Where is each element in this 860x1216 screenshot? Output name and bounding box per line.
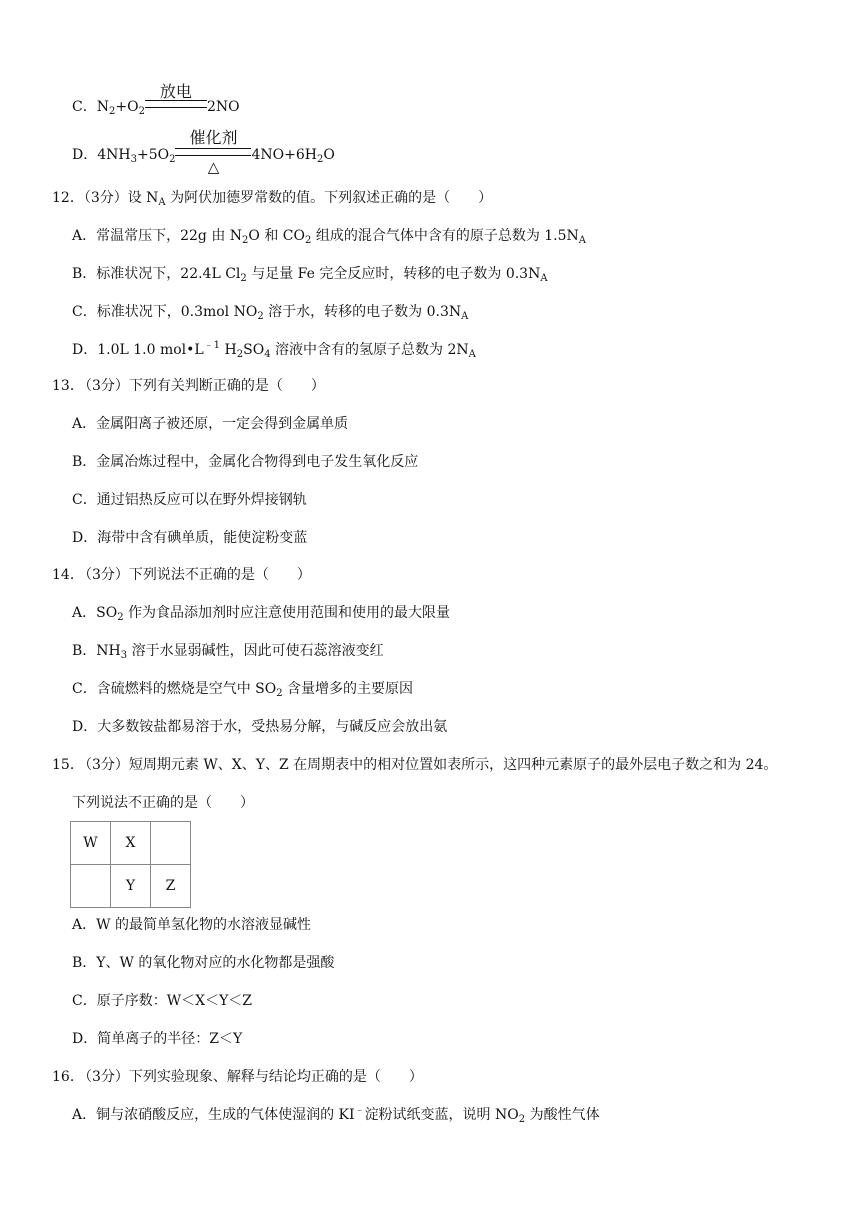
option-letter: D． <box>72 147 98 163</box>
q13-option-a: A．金属阳离子被还原，一定会得到金属单质 <box>72 416 349 432</box>
cell-empty <box>151 822 191 865</box>
cell-z: Z <box>151 865 191 908</box>
q15-option-a: A．W 的最简单氢化物的水溶液显碱性 <box>72 917 311 933</box>
question-13-text: （3分）下列有关判断正确的是（ ） <box>78 378 325 394</box>
heat-symbol: △ <box>207 158 220 176</box>
condition-label: 放电 <box>159 82 192 101</box>
q13-option-d: D．海带中含有碘单质，能使淀粉变蓝 <box>72 530 308 546</box>
q15-option-d: D．简单离子的半径：Z＜Y <box>72 1031 243 1047</box>
condition-label: 催化剂 <box>189 128 238 147</box>
q14-option-d: D．大多数铵盐都易溶于水，受热易分解，与碱反应会放出氨 <box>72 719 448 735</box>
q14-option-c: C．含硫燃料的燃烧是空气中 $SO_2$ 含量增多的主要原因 <box>72 681 414 699</box>
question-16-stem: 16． <box>52 1069 84 1085</box>
q16-option-a: A．铜与浓硝酸反应，生成的气体使湿润的 KI﹣淀粉试纸变蓝，说明 $NO_2$ 为酸性气体 <box>72 1105 600 1125</box>
q11-option-d: D．$4NH_3+5O_2$ 催化剂 △ $4NO+6H_2O$ <box>72 128 335 176</box>
cell-empty <box>71 865 111 908</box>
option-letter: C． <box>72 99 97 115</box>
periodic-table-fragment <box>70 821 191 908</box>
question-14-text: （3分）下列说法不正确的是（ ） <box>78 567 311 583</box>
question-15-text-cont: 下列说法不正确的是（ ） <box>72 795 254 811</box>
q13-option-c: C．通过铝热反应可以在野外焊接钢轨 <box>72 492 307 508</box>
q11-option-c: C．$N_2+O_2$ 放电 2NO <box>72 82 240 117</box>
cell-x: X <box>111 822 151 865</box>
q15-option-b: B．Y、W 的氧化物对应的水化物都是强酸 <box>72 955 335 971</box>
question-15-text: （3分）短周期元素 W、X、Y、Z 在周期表中的相对位置如表所示，这四种元素原子的最外层电子数之和为 24。 <box>78 757 778 773</box>
reaction-condition <box>145 82 207 117</box>
cell-y: Y <box>111 865 151 908</box>
q12-option-b: B．标准状况下，22.4L $Cl_2$ 与足量 Fe 完全反应时，转移的电子数为 $0.3N_A$ <box>72 266 548 284</box>
reaction-condition <box>175 128 251 176</box>
q14-option-a: A．$SO_2$ 作为食品添加剂时应注意使用范围和使用的最大限量 <box>72 605 451 623</box>
q15-option-c: C．原子序数：W＜X＜Y＜Z <box>72 993 253 1009</box>
q12-option-d: D．1.0L 1.0 $mol•L^{﹣1}$ $H_2SO_4$ 溶液中含有的氢原子总数为 $2N_A$ <box>72 340 476 360</box>
q12-option-c: C．标准状况下，0.3mol $NO_2$ 溶于水，转移的电子数为 $0.3N_A$ <box>72 304 469 322</box>
question-14-stem: 14． <box>52 567 84 583</box>
question-16-text: （3分）下列实验现象、解释与结论均正确的是（ ） <box>78 1069 423 1085</box>
question-13-stem: 13． <box>52 378 84 394</box>
q14-option-b: B．$NH_3$ 溶于水显弱碱性，因此可使石蕊溶液变红 <box>72 643 384 661</box>
question-15-stem: 15． <box>52 757 84 773</box>
q13-option-b: B．金属冶炼过程中，金属化合物得到电子发生氧化反应 <box>72 454 419 470</box>
cell-w: W <box>71 822 111 865</box>
question-12-stem: 12．（3分）设 $N_A$ 为阿伏加德罗常数的值。下列叙述正确的是（ ） <box>52 190 493 208</box>
q12-option-a: A．常温常压下，22g 由 $N_2O$ 和 $CO_2$ 组成的混合气体中含有的原子总数为 $1.5N_A$ <box>72 228 587 246</box>
